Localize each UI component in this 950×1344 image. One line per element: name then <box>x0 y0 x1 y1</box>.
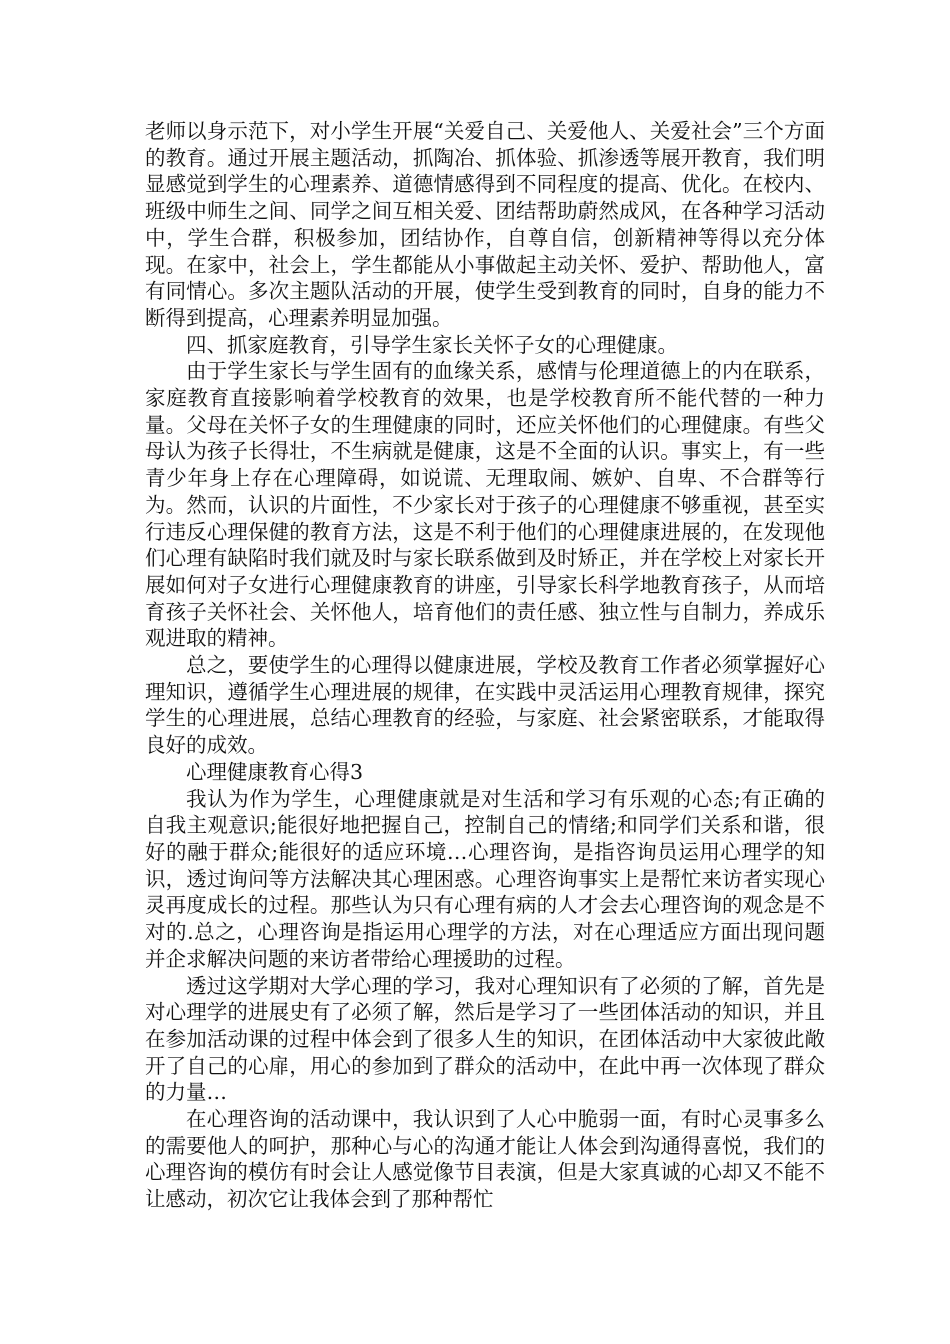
paragraph-counseling-class: 在心理咨询的活动课中，我认识到了人心中脆弱一面，有时心灵事多么的需要他人的呵护，那种心与心的沟通才能让人体会到沟通得喜悦，我们的心理咨询的模仿有时会让人感觉像节目表演，但是大家真诚的心却又不能不让感动，初次它让我体会到了那种帮忙 <box>145 1107 825 1212</box>
document-body <box>145 118 825 1213</box>
paragraph-continued: 老师以身示范下，对小学生开展“关爱自己、关爱他人、关爱社会”三个方面的教育。通过开展主题活动，抓陶冶、抓体验、抓渗透等展开教育，我们明显感觉到学生的心理素养、道德情感得到不同程度的提高、优化。在校内、班级中师生之间、同学之间互相关爱、团结帮助蔚然成风，在各种学习活动中，学生合群，积极参加，团结协作，自尊自信，创新精神等得以充分体现。在家中，社会上，学生都能从小事做起主动关怀、爱护、帮助他人，富有同情心。多次主题队活动的开展，使学生受到教育的同时，自身的能力不断得到提高，心理素养明显加强。 <box>145 119 825 330</box>
paragraph-mental-health-definition: 我认为作为学生，心理健康就是对生活和学习有乐观的心态;有正确的自我主观意识;能很好地把握自己，控制自己的情绪;和同学们关系和谐，很好的融于群众;能很好的适应环境…心理咨询，是指咨询员运用心理学的知识，透过询问等方法解决其心理困惑。心理咨询事实上是帮忙来访者实现心灵再度成长的过程。那些认为只有心理有病的人才会去心理咨询的观念是不对的.总之，心理咨询是指运用心理学的方法，对在心理适应方面出现问题并企求解决问题的来访者带给心理援助的过程。 <box>145 786 825 971</box>
paragraph-semester-study: 透过这学期对大学心理的学习，我对心理知识有了必须的了解，首先是对心理学的进展史有了必须了解，然后是学习了一些团体活动的知识，并且在参加活动课的过程中体会到了很多人生的知识，在团体活动中大家彼此敞开了自己的心扉，用心的参加到了群众的活动中，在此中再一次体现了群众的力量… <box>145 973 825 1105</box>
section-heading-family-education: 四、抓家庭教育，引导学生家长关怀子女的心理健康。 <box>186 332 678 357</box>
paragraph-family-education: 由于学生家长与学生固有的血缘关系，感情与伦理道德上的内在联系，家庭教育直接影响着学校教育的效果，也是学校教育所不能代替的一种力量。父母在关怀子女的生理健康的同时，还应关怀他们的心理健康。有些父母认为孩子长得壮，不生病就是健康，这是不全面的认识。事实上，有一些青少年身上存在心理障碍，如说谎、无理取闹、嫉妒、自卑、不合群等行为。然而，认识的片面性，不少家长对于孩子的心理健康不够重视，甚至实行违反心理保健的教育方法，这是不利于他们的心理健康进展的，在发现他们心理有缺陷时我们就及时与家长联系做到及时矫正，并在学校上对家长开展如何对子女进行心理健康教育的讲座，引导家长科学地教育孩子，从而培育孩子关怀社会、关怀他人，培育他们的责任感、独立性与自制力，养成乐观进取的精神。 <box>145 359 825 651</box>
paragraph-conclusion: 总之，要使学生的心理得以健康进展，学校及教育工作者必须掌握好心理知识，遵循学生心理进展的规律，在实践中灵活运用心理教育规律，探究学生的心理进展，总结心理教育的经验，与家庭、社会紧密联系，才能取得良好的成效。 <box>145 653 825 758</box>
section-title-essay-3: 心理健康教育心得3 <box>186 759 364 784</box>
